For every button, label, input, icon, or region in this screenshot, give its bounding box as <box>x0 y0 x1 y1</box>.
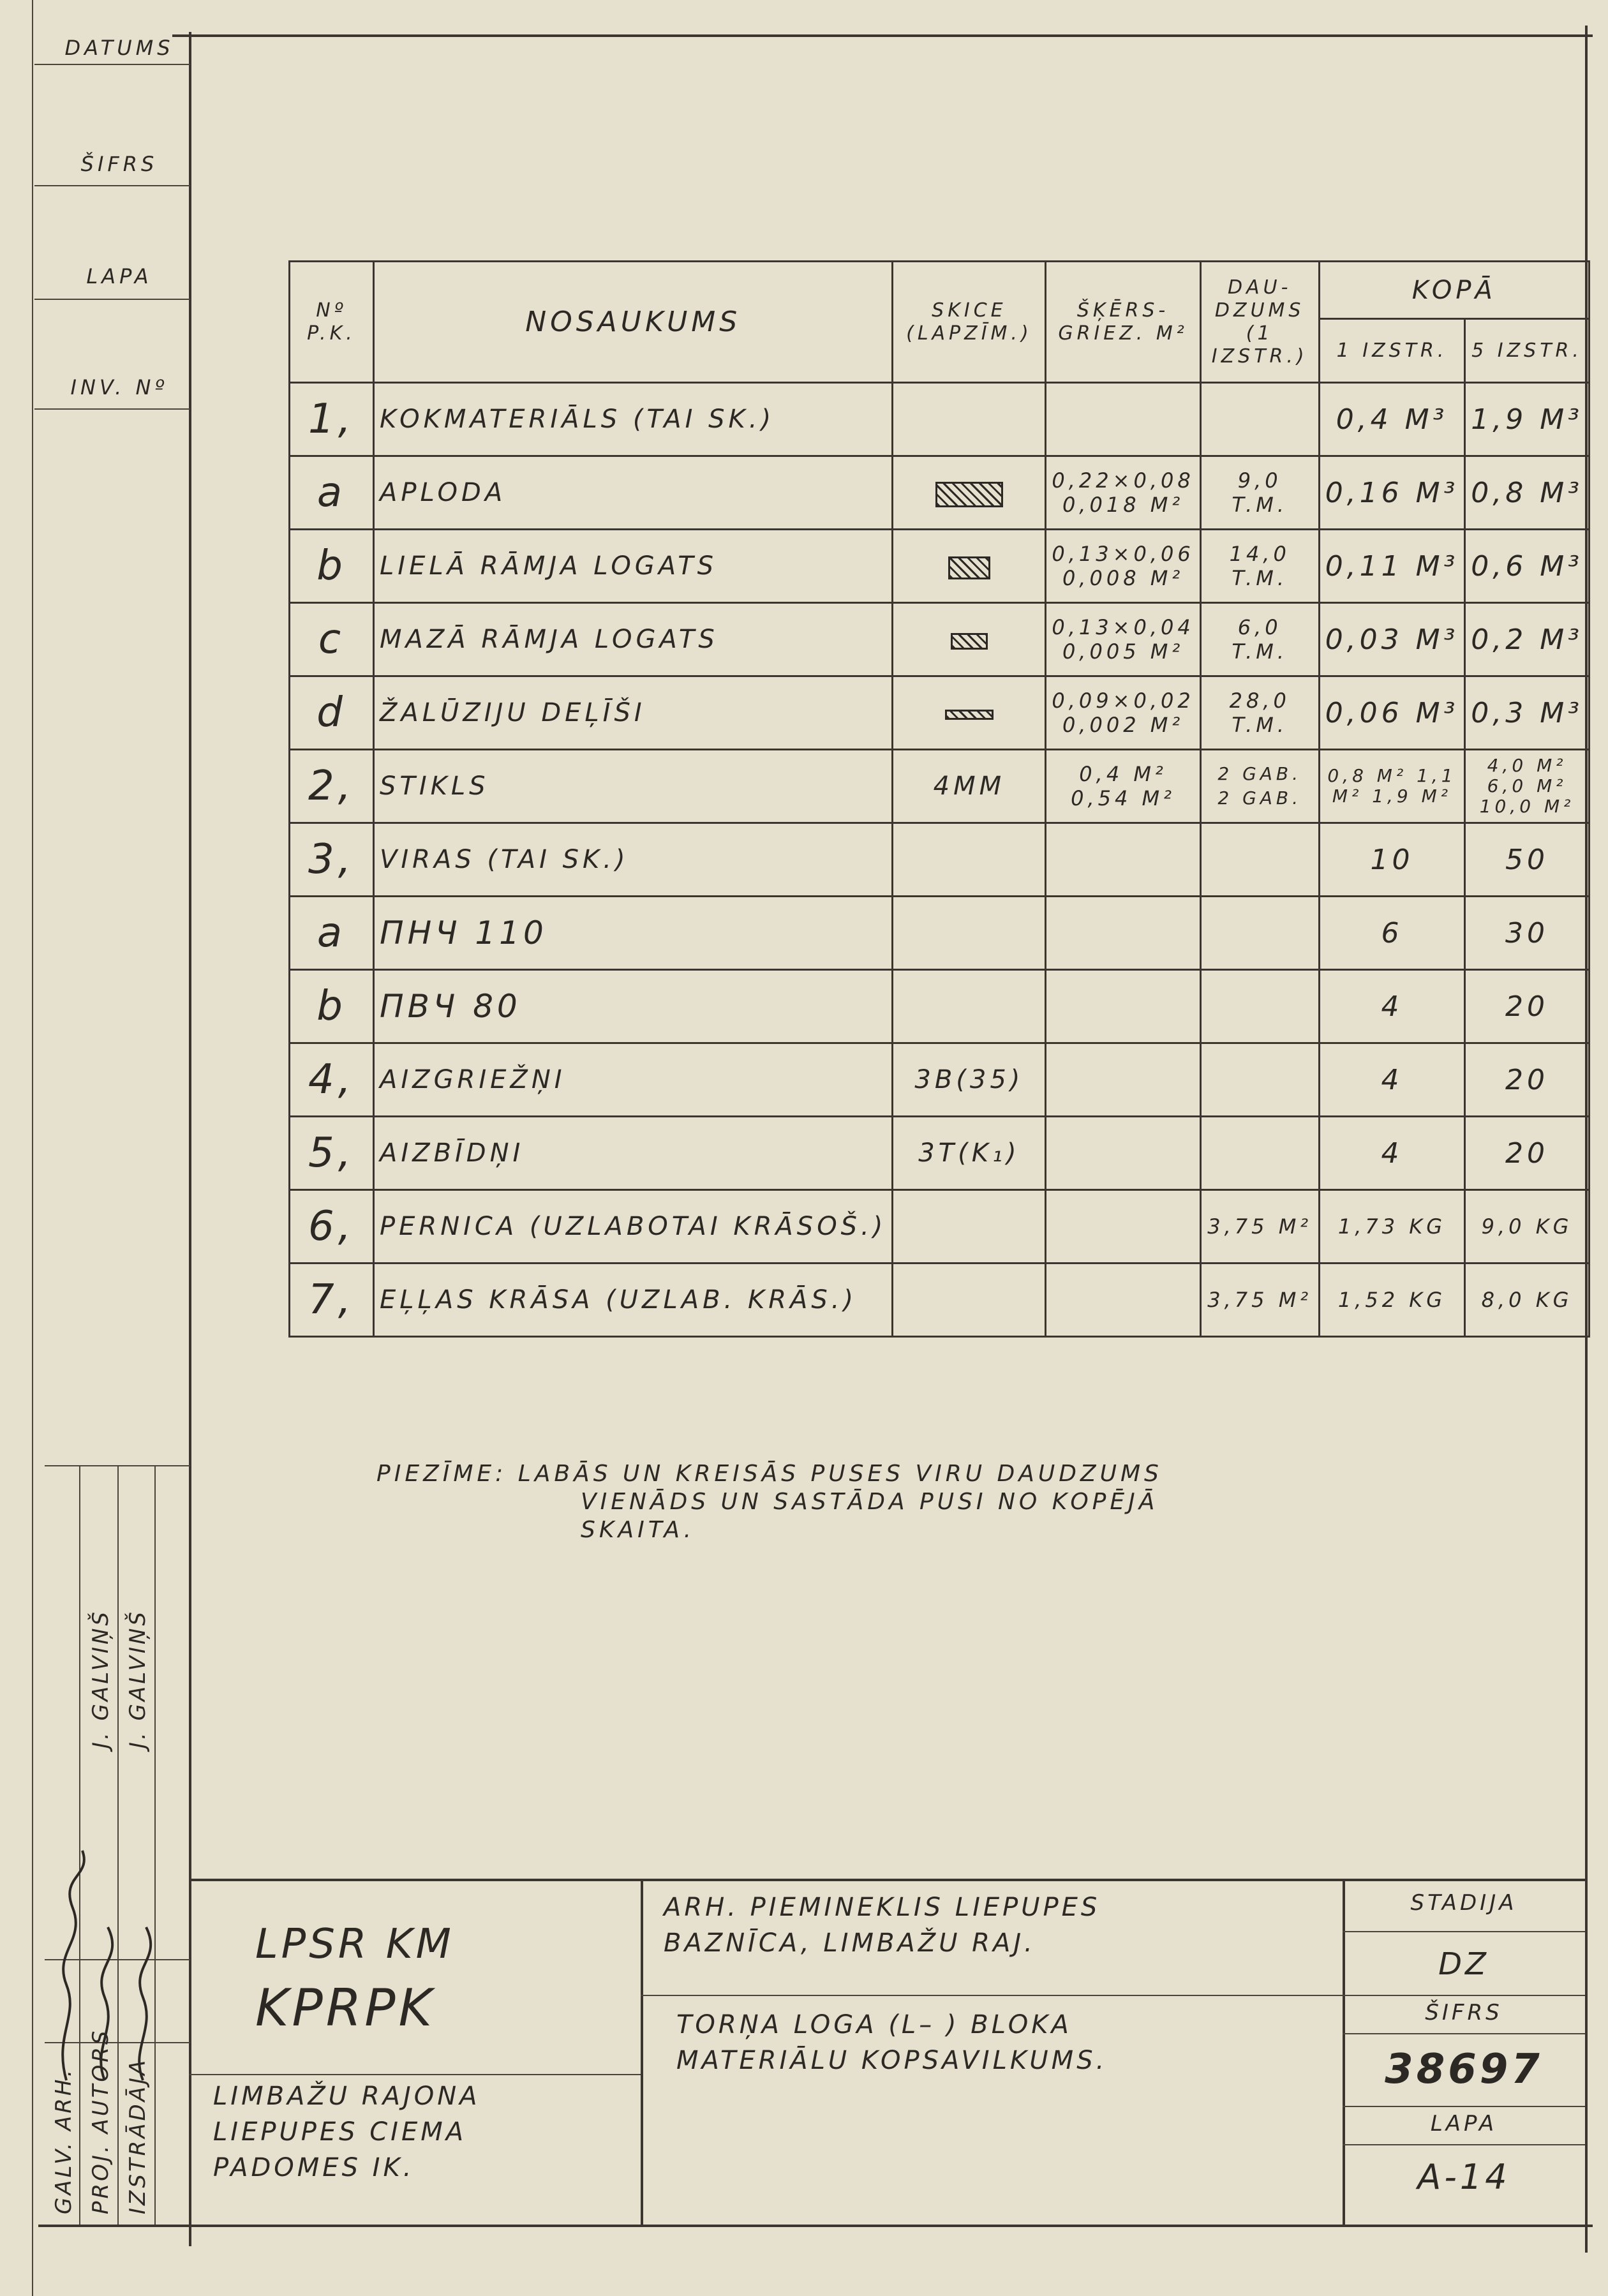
row-skers: 0,4 M² 0,54 M² <box>1046 750 1200 823</box>
row-kopa1: 4 <box>1319 1043 1465 1117</box>
row-kopa1: 0,8 M² 1,1 M² 1,9 M² <box>1319 750 1465 823</box>
sheet-title-line-2: MATERIĀLU KOPSAVILKUMS. <box>676 2046 1108 2075</box>
row-kopa5: 0,8 M³ <box>1465 456 1589 530</box>
table-row <box>290 970 1589 1043</box>
sidebar-divider <box>34 185 190 186</box>
row-skice <box>893 897 1046 970</box>
row-skers <box>1046 1264 1200 1337</box>
header-nosaukums: NOSAUKUMS <box>374 262 893 383</box>
row-skers <box>1046 383 1200 456</box>
row-daudz <box>1200 383 1319 456</box>
stamp-divider <box>1343 2144 1585 2145</box>
person-izstradaja: J. GALVIŅŠ <box>125 1609 151 1748</box>
row-number: 2, <box>290 750 374 823</box>
row-number: b <box>290 970 374 1043</box>
table-row <box>290 530 1589 603</box>
row-name: STIKLS <box>374 750 893 823</box>
row-daudz <box>1200 823 1319 897</box>
row-number: 4, <box>290 1043 374 1117</box>
row-skers <box>1046 1190 1200 1264</box>
client-line-1: LIMBAŽU RAJONA <box>213 2082 480 2111</box>
section-hatch-icon <box>948 556 990 579</box>
row-skers <box>1046 897 1200 970</box>
stamp-divider <box>189 2074 641 2075</box>
frame-top-border <box>172 34 1593 37</box>
row-kopa5: 20 <box>1465 970 1589 1043</box>
row-kopa1: 1,73 KG <box>1319 1190 1465 1264</box>
project-line-1: ARH. PIEMINEKLIS LIEPUPES <box>664 1893 1101 1922</box>
row-name: ŽALŪZIJU DEĻĪŠI <box>374 676 893 750</box>
row-kopa5: 30 <box>1465 897 1589 970</box>
frame-left-border <box>189 32 191 2246</box>
org-line-2: KPRPK <box>255 1978 435 2038</box>
row-number: a <box>290 897 374 970</box>
row-kopa5: 0,6 M³ <box>1465 530 1589 603</box>
sidebar-divider <box>34 408 190 410</box>
row-kopa5: 20 <box>1465 1117 1589 1190</box>
lapa-value: A-14 <box>1417 2157 1510 2197</box>
row-daudz: 9,0 T.M. <box>1200 456 1319 530</box>
row-name: ПНЧ 110 <box>374 897 893 970</box>
stadija-label: STADIJA <box>1410 1890 1517 1916</box>
table-row <box>290 603 1589 676</box>
row-skers <box>1046 823 1200 897</box>
frame-bottom-border <box>38 2225 1593 2227</box>
row-skice <box>893 383 1046 456</box>
row-skers: 0,22×0,08 0,018 M² <box>1046 456 1200 530</box>
note <box>376 1460 1163 1544</box>
row-kopa1: 0,06 M³ <box>1319 676 1465 750</box>
row-kopa5: 20 <box>1465 1043 1589 1117</box>
table-row <box>290 1043 1589 1117</box>
person-proj-autors: J. GALVIŅŠ <box>88 1609 114 1748</box>
stamp-divider <box>1343 2106 1585 2107</box>
role-galv-arh: GALV. ARH. <box>51 2067 77 2214</box>
row-name: ПВЧ 80 <box>374 970 893 1043</box>
stamp-divider <box>641 1879 643 2226</box>
row-number: d <box>290 676 374 750</box>
row-skers: 0,09×0,02 0,002 M² <box>1046 676 1200 750</box>
materials-table <box>288 260 1590 1338</box>
row-name: PERNICA (UZLABOTAI KRĀSOŠ.) <box>374 1190 893 1264</box>
row-kopa5: 1,9 M³ <box>1465 383 1589 456</box>
row-name: MAZĀ RĀMJA LOGATS <box>374 603 893 676</box>
table-row <box>290 383 1589 456</box>
row-name: KOKMATERIĀLS (TAI SK.) <box>374 383 893 456</box>
row-skice <box>893 823 1046 897</box>
signatures <box>47 1825 175 2093</box>
sifrs-label: ŠIFRS <box>1425 2000 1503 2025</box>
row-kopa1: 6 <box>1319 897 1465 970</box>
header-daudzums: DAU-DZUMS (1 IZSTR.) <box>1200 262 1319 383</box>
stamp-divider <box>641 1995 1343 1996</box>
row-number: 1, <box>290 383 374 456</box>
project-line-2: BAZNĪCA, LIMBAŽU RAJ. <box>664 1928 1036 1958</box>
row-daudz: 6,0 T.M. <box>1200 603 1319 676</box>
table-row <box>290 1264 1589 1337</box>
row-kopa1: 0,03 M³ <box>1319 603 1465 676</box>
row-number: 5, <box>290 1117 374 1190</box>
row-skice <box>893 603 1046 676</box>
row-name: AIZGRIEŽŅI <box>374 1043 893 1117</box>
sidebar-datums-label: DATUMS <box>64 36 174 60</box>
left-margin-line <box>32 0 33 2296</box>
stadija-value: DZ <box>1438 1946 1489 1982</box>
row-skice <box>893 456 1046 530</box>
row-daudz: 2 GAB. 2 GAB. <box>1200 750 1319 823</box>
row-name: AIZBĪDŅI <box>374 1117 893 1190</box>
row-name: APLODA <box>374 456 893 530</box>
row-name: EĻĻAS KRĀSA (UZLAB. KRĀS.) <box>374 1264 893 1337</box>
org-line-1: LPSR KM <box>255 1921 454 1968</box>
row-daudz <box>1200 1117 1319 1190</box>
note-line: PIEZĪME: LABĀS UN KREISĀS PUSES VIRU DAUDZUMS <box>376 1461 1163 1487</box>
row-kopa5: 0,2 M³ <box>1465 603 1589 676</box>
row-kopa1: 4 <box>1319 1117 1465 1190</box>
lapa-label: LAPA <box>1430 2111 1498 2136</box>
row-daudz <box>1200 970 1319 1043</box>
row-skers: 0,13×0,04 0,005 M² <box>1046 603 1200 676</box>
row-kopa5: 50 <box>1465 823 1589 897</box>
client-line-3: PADOMES IK. <box>213 2153 415 2182</box>
section-hatch-icon <box>945 710 994 720</box>
row-number: 6, <box>290 1190 374 1264</box>
sidebar-divider <box>34 299 190 300</box>
section-hatch-icon <box>951 633 988 650</box>
row-number: 3, <box>290 823 374 897</box>
row-skice <box>893 1190 1046 1264</box>
row-skice <box>893 530 1046 603</box>
row-number: b <box>290 530 374 603</box>
row-daudz <box>1200 1043 1319 1117</box>
sheet-title-line-1: TORŅA LOGA (L– ) BLOKA <box>676 2010 1072 2039</box>
note-line: VIENĀDS UN SASTĀDA PUSI NO KOPĒJĀ <box>581 1489 1159 1515</box>
header-kopa-1: 1 IZSTR. <box>1319 319 1465 383</box>
row-number: a <box>290 456 374 530</box>
stamp-top-border <box>189 1879 1586 1881</box>
row-daudz: 28,0 T.M. <box>1200 676 1319 750</box>
stamp-divider <box>1343 1995 1585 1996</box>
header-kopa: KOPĀ <box>1319 262 1589 319</box>
row-skice: 4MM <box>893 750 1046 823</box>
table-row <box>290 1190 1589 1264</box>
header-skice: SKICE (LAPZĪM.) <box>893 262 1046 383</box>
row-number: 7, <box>290 1264 374 1337</box>
row-skers: 0,13×0,06 0,008 M² <box>1046 530 1200 603</box>
role-izstradaja: IZSTRĀDĀJA <box>125 2057 151 2214</box>
table-row <box>290 750 1589 823</box>
row-name: VIRAS (TAI SK.) <box>374 823 893 897</box>
table-row <box>290 823 1589 897</box>
row-kopa5: 8,0 KG <box>1465 1264 1589 1337</box>
section-hatch-icon <box>935 482 1003 507</box>
table-row <box>290 897 1589 970</box>
row-skice <box>893 970 1046 1043</box>
row-name: LIELĀ RĀMJA LOGATS <box>374 530 893 603</box>
sidebar-lapa-label: LAPA <box>86 264 153 288</box>
row-daudz: 3,75 M² <box>1200 1264 1319 1337</box>
table-row <box>290 676 1589 750</box>
row-number: c <box>290 603 374 676</box>
row-kopa5: 0,3 M³ <box>1465 676 1589 750</box>
row-skice <box>893 1264 1046 1337</box>
row-skice: 3T(K₁) <box>893 1117 1046 1190</box>
row-kopa1: 1,52 KG <box>1319 1264 1465 1337</box>
row-skice <box>893 676 1046 750</box>
table-row <box>290 456 1589 530</box>
row-daudz: 14,0 T.M. <box>1200 530 1319 603</box>
row-skers <box>1046 1043 1200 1117</box>
sifrs-value: 38697 <box>1385 2046 1543 2093</box>
row-skers <box>1046 970 1200 1043</box>
row-kopa1: 4 <box>1319 970 1465 1043</box>
row-daudz: 3,75 M² <box>1200 1190 1319 1264</box>
row-skers <box>1046 1117 1200 1190</box>
row-skice: 3B(35) <box>893 1043 1046 1117</box>
table-row <box>290 1117 1589 1190</box>
sidebar-divider <box>34 64 190 65</box>
row-daudz <box>1200 897 1319 970</box>
note-line: SKAITA. <box>581 1517 696 1543</box>
client-line-2: LIEPUPES CIEMA <box>213 2117 467 2147</box>
row-kopa1: 0,4 M³ <box>1319 383 1465 456</box>
sidebar-inv-label: INV. Nº <box>70 375 168 399</box>
stamp-divider <box>1343 1931 1585 1932</box>
sidebar-sifrs-label: ŠIFRS <box>80 152 158 176</box>
row-kopa5: 4,0 M² 6,0 M² 10,0 M² <box>1465 750 1589 823</box>
header-skersgriez: ŠĶĒRS-GRIEZ. M² <box>1046 262 1200 383</box>
role-proj-autors: PROJ. AUTORS <box>88 2028 114 2214</box>
row-kopa1: 0,11 M³ <box>1319 530 1465 603</box>
header-kopa-5: 5 IZSTR. <box>1465 319 1589 383</box>
row-kopa1: 0,16 M³ <box>1319 456 1465 530</box>
row-kopa1: 10 <box>1319 823 1465 897</box>
header-nr: Nº P.K. <box>290 262 374 383</box>
row-kopa5: 9,0 KG <box>1465 1190 1589 1264</box>
stamp-divider <box>1343 2033 1585 2034</box>
